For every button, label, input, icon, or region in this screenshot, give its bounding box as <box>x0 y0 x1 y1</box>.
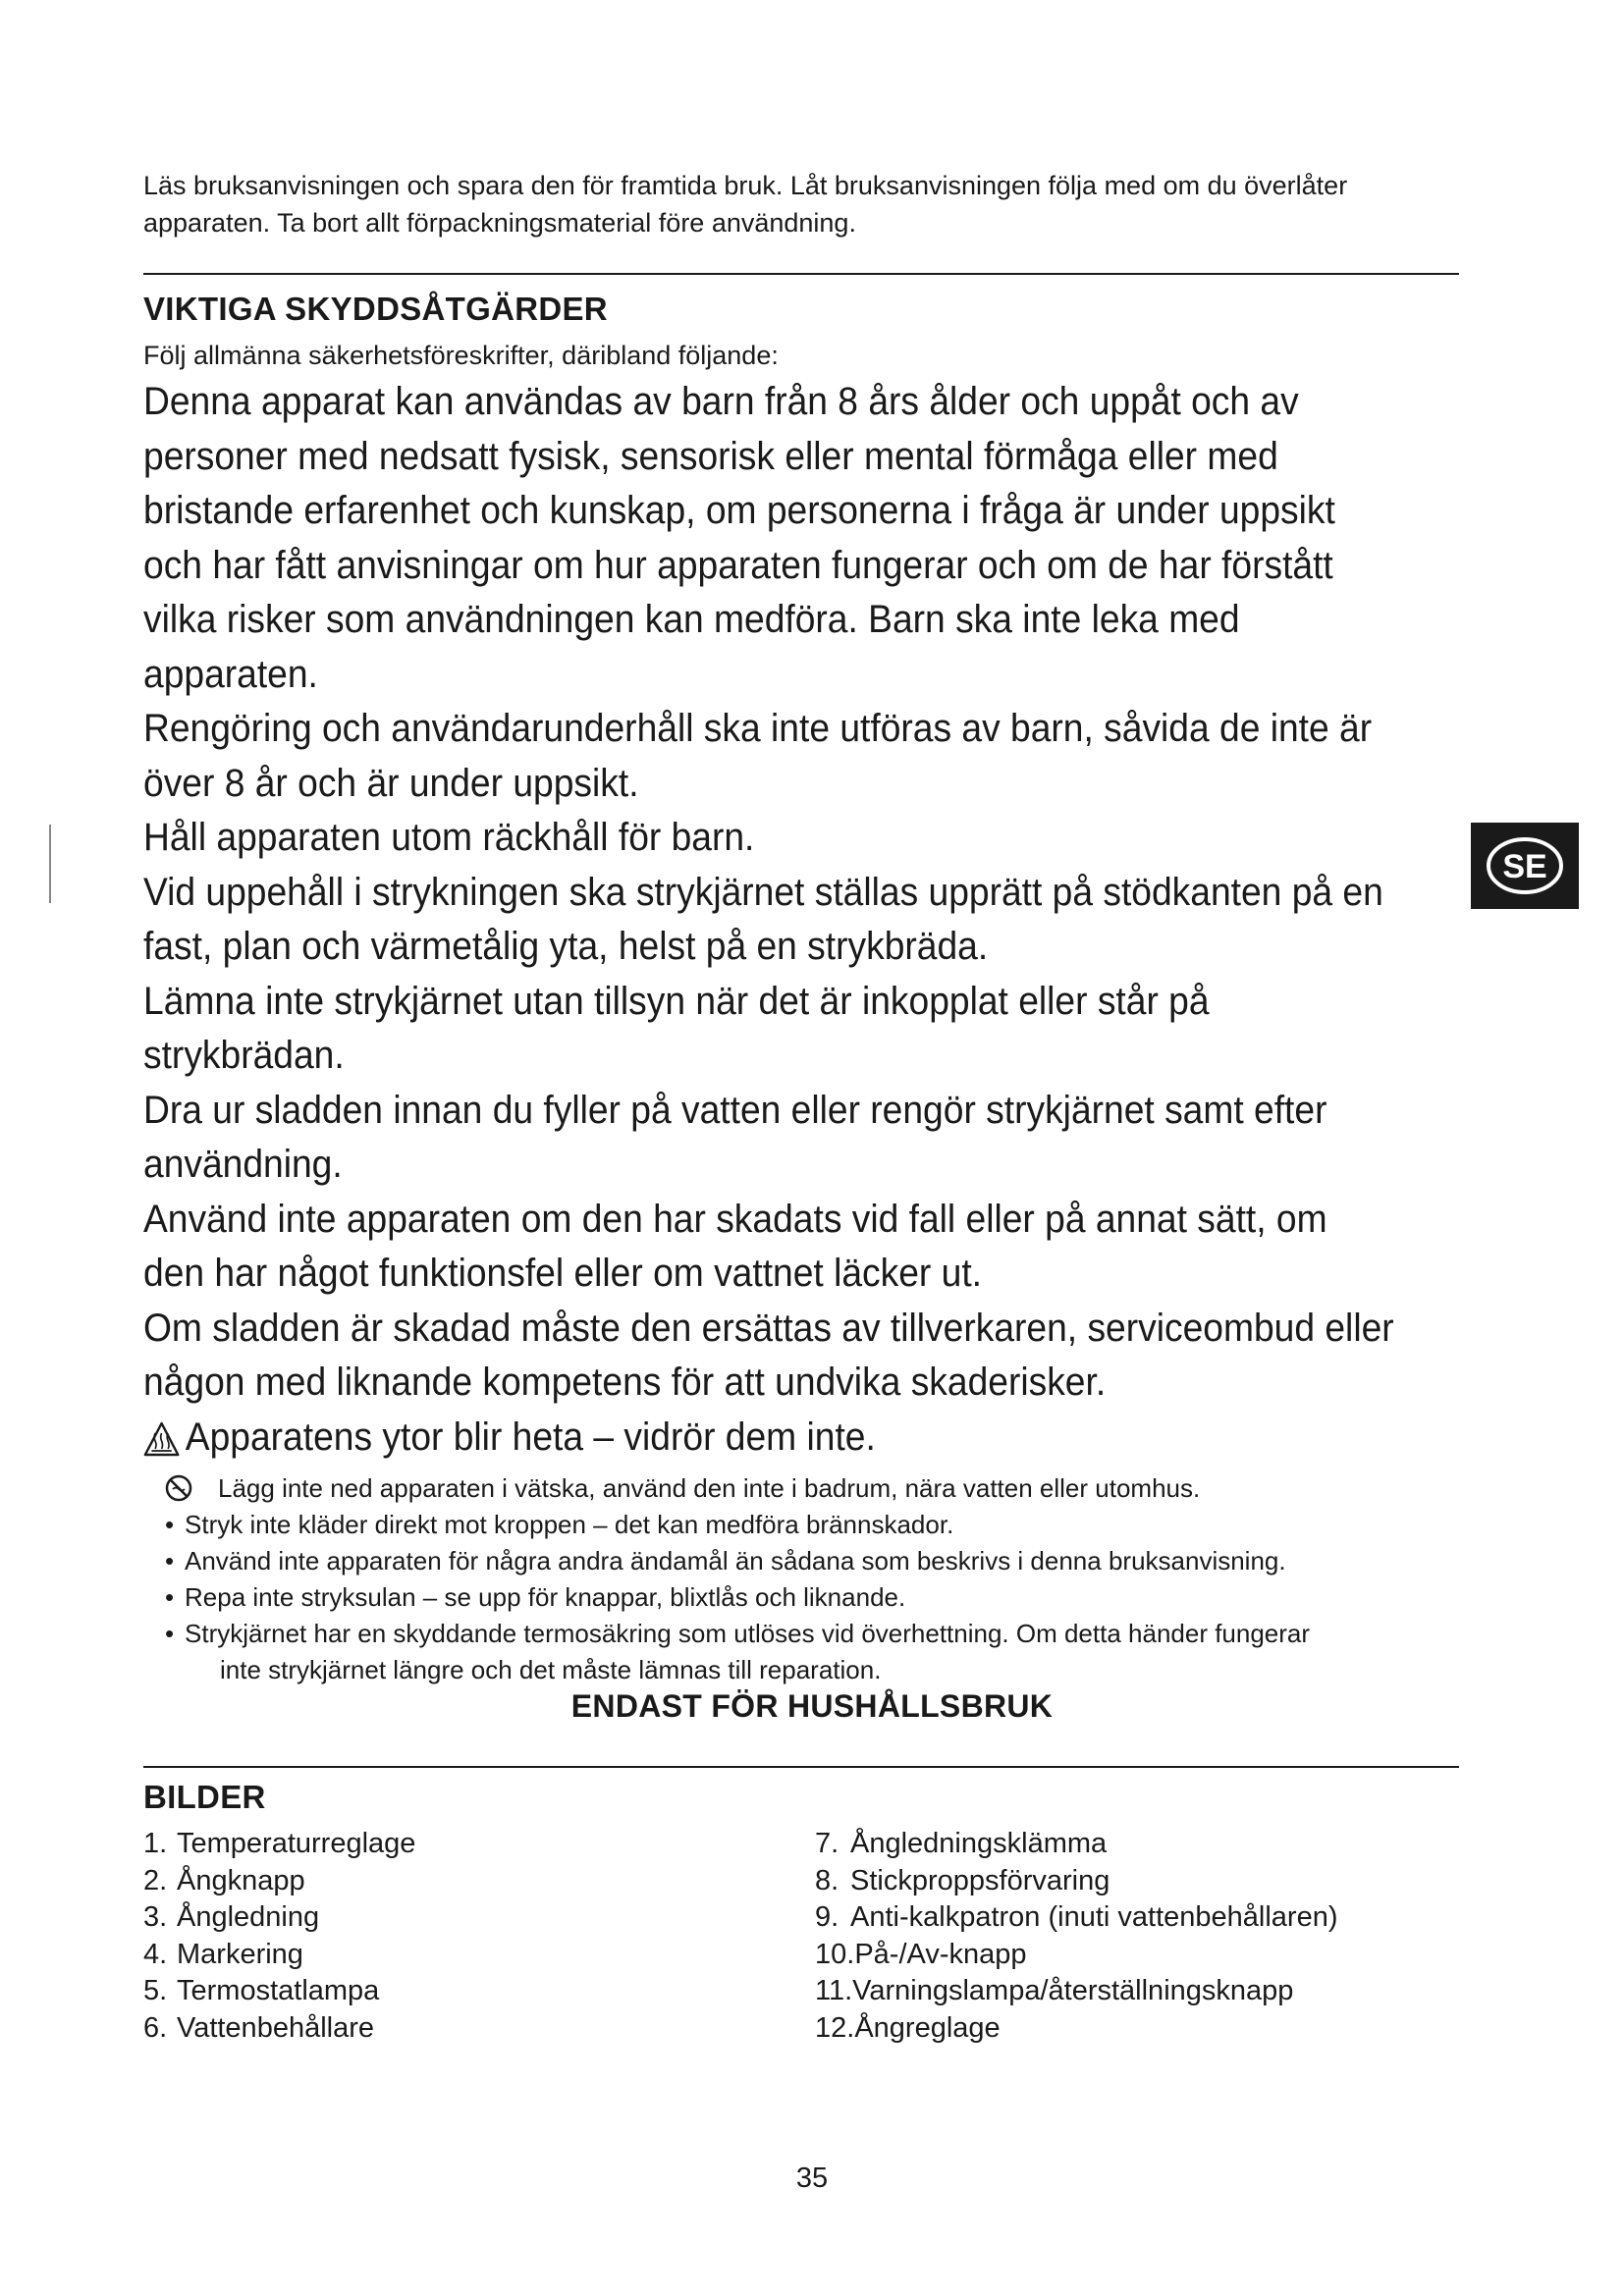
safety-paragraphs <box>143 375 1394 1465</box>
part-number: 12. <box>815 2011 855 2044</box>
hot-surface-warning <box>143 1411 1394 1466</box>
list-item <box>143 1579 1459 1616</box>
part-number: 1. <box>143 1828 168 1859</box>
page-number: 35 <box>795 2163 829 2194</box>
part-label: Ångknapp <box>177 1864 305 1896</box>
hot-surface-warning-text: Apparatens ytor blir heta – vidrör dem inte. <box>185 1415 876 1459</box>
safety-paragraph-children: Denna apparat kan användas av barn från 8 års ålder och uppåt och av personer med nedsatt fysisk, sensorisk eller mental förmåga eller med bristande erfarenhet och kunskap, om personerna i fråga är under uppsikt och har fått anvisningar om hur apparaten fungerar och om de har förstått vilka risker som användningen kan medföra. Barn ska inte leka med apparaten. <box>143 380 1335 696</box>
bullet: • <box>165 1510 175 1539</box>
list-item-text: Strykjärnet har en skyddande termosäkring som utlöses vid överhettning. Om detta händer fungerar <box>185 1619 1311 1648</box>
list-item <box>815 1899 1338 1937</box>
list-item <box>143 1470 1459 1507</box>
language-badge-label: SE <box>1502 848 1547 885</box>
no-water-icon <box>165 1474 192 1502</box>
list-item <box>143 1826 415 1863</box>
part-label: Ångledningsklämma <box>850 1828 1108 1859</box>
divider-top <box>143 273 1459 275</box>
safety-paragraph-cleaning: Rengöring och användarunderhåll ska inte utföras av barn, såvida de inte är över 8 år och är under uppsikt. <box>143 707 1373 805</box>
list-item-text: Använd inte apparaten för några andra ändamål än sådana som beskrivs i denna bruksanvisning. <box>185 1546 1286 1575</box>
part-label: Termostatlampa <box>177 1975 380 2006</box>
part-number: 6. <box>143 2011 168 2044</box>
part-number: 11. <box>815 1975 853 2006</box>
list-item <box>815 1863 1338 1900</box>
part-number: 7. <box>815 1828 839 1859</box>
part-number: 8. <box>815 1864 839 1896</box>
list-item-text: Lägg inte ned apparaten i vätska, använd den inte i badrum, nära vatten eller utomhus. <box>218 1473 1201 1503</box>
safety-paragraph-reach: Håll apparaten utom räckhåll för barn. <box>143 816 755 859</box>
list-item <box>815 1826 1338 1863</box>
list-item-text: Stryk inte kläder direkt mot kroppen – det kan medföra brännskador. <box>185 1510 954 1539</box>
part-label: Anti-kalkpatron (inuti vattenbehållaren) <box>850 1901 1338 1933</box>
part-label: På-/Av-knapp <box>854 1938 1027 1970</box>
part-label: Ångledning <box>177 1901 320 1933</box>
list-item <box>143 1863 415 1900</box>
list-item <box>143 1973 415 2010</box>
safety-subtitle: Följ allmänna säkerhetsföreskrifter, däribland följande: <box>143 341 779 370</box>
part-number: 9. <box>815 1901 839 1933</box>
safety-paragraph-pause: Vid uppehåll i strykningen ska strykjärnet ställas upprätt på stödkanten på en fast, plan och värmetålig yta, helst på en strykbräda. <box>143 870 1383 968</box>
bullet: • <box>165 1546 175 1575</box>
list-item-text-continued: inte strykjärnet längre och det måste lämnas till reparation. <box>220 1655 882 1684</box>
part-number: 10. <box>815 1938 855 1970</box>
divider-bottom <box>143 1766 1459 1768</box>
part-number: 4. <box>143 1938 168 1970</box>
bullet: • <box>165 1582 175 1612</box>
margin-mark <box>49 825 51 903</box>
part-label: Markering <box>177 1938 303 1970</box>
safety-paragraph-unplug: Dra ur sladden innan du fyller på vatten eller rengör strykjärnet samt efter användning. <box>143 1088 1327 1186</box>
list-item <box>143 1507 1459 1543</box>
part-label: Ångreglage <box>854 2011 1001 2044</box>
safety-heading: VIKTIGA SKYDDSÅTGÄRDER <box>143 291 608 327</box>
part-number: 3. <box>143 1901 168 1933</box>
safety-paragraph-damaged: Använd inte apparaten om den har skadats vid fall eller på annat sätt, om den har något funktionsfel eller om vattnet läcker ut. <box>143 1197 1327 1295</box>
list-item <box>143 1899 415 1937</box>
list-item <box>143 2010 415 2048</box>
safety-paragraph-unattended: Lämna inte strykjärnet utan tillsyn när det är inkopplat eller står på strykbrädan. <box>143 979 1210 1077</box>
list-item <box>143 1616 1459 1688</box>
part-label: Varningslampa/återställningsknapp <box>852 1975 1294 2006</box>
safety-paragraph-cord: Om sladden är skadad måste den ersättas av tillverkaren, serviceombud eller någon med liknande kompetens för att undvika skaderisker. <box>143 1306 1394 1404</box>
list-item <box>143 1543 1459 1579</box>
list-item <box>815 1937 1338 1974</box>
intro-line-1: Läs bruksanvisningen och spara den för framtida bruk. Låt bruksanvisningen följa med om du överlåter <box>143 171 1348 200</box>
part-label: Vattenbehållare <box>177 2011 375 2044</box>
safety-small-list <box>143 1470 1459 1688</box>
language-badge <box>1471 823 1579 909</box>
intro-line-2: apparaten. Ta bort allt förpackningsmaterial före användning. <box>143 208 856 238</box>
bullet: • <box>165 1619 175 1648</box>
part-number: 5. <box>143 1975 168 2006</box>
parts-list-right <box>815 1826 1338 2047</box>
parts-list-left <box>143 1826 415 2047</box>
intro-text <box>143 167 1459 241</box>
part-label: Temperaturreglage <box>177 1828 416 1859</box>
list-item <box>815 2010 1338 2048</box>
part-label: Stickproppsförvaring <box>850 1864 1110 1896</box>
hot-surface-warning-icon <box>143 1418 180 1456</box>
list-item <box>815 1973 1338 2010</box>
pictures-heading: BILDER <box>143 1779 266 1815</box>
part-number: 2. <box>143 1864 168 1896</box>
list-item-text: Repa inte stryksulan – se upp för knappar, blixtlås och liknande. <box>185 1582 906 1612</box>
household-only-notice: ENDAST FÖR HUSHÅLLSBRUK <box>570 1688 1054 1724</box>
list-item <box>143 1937 415 1974</box>
